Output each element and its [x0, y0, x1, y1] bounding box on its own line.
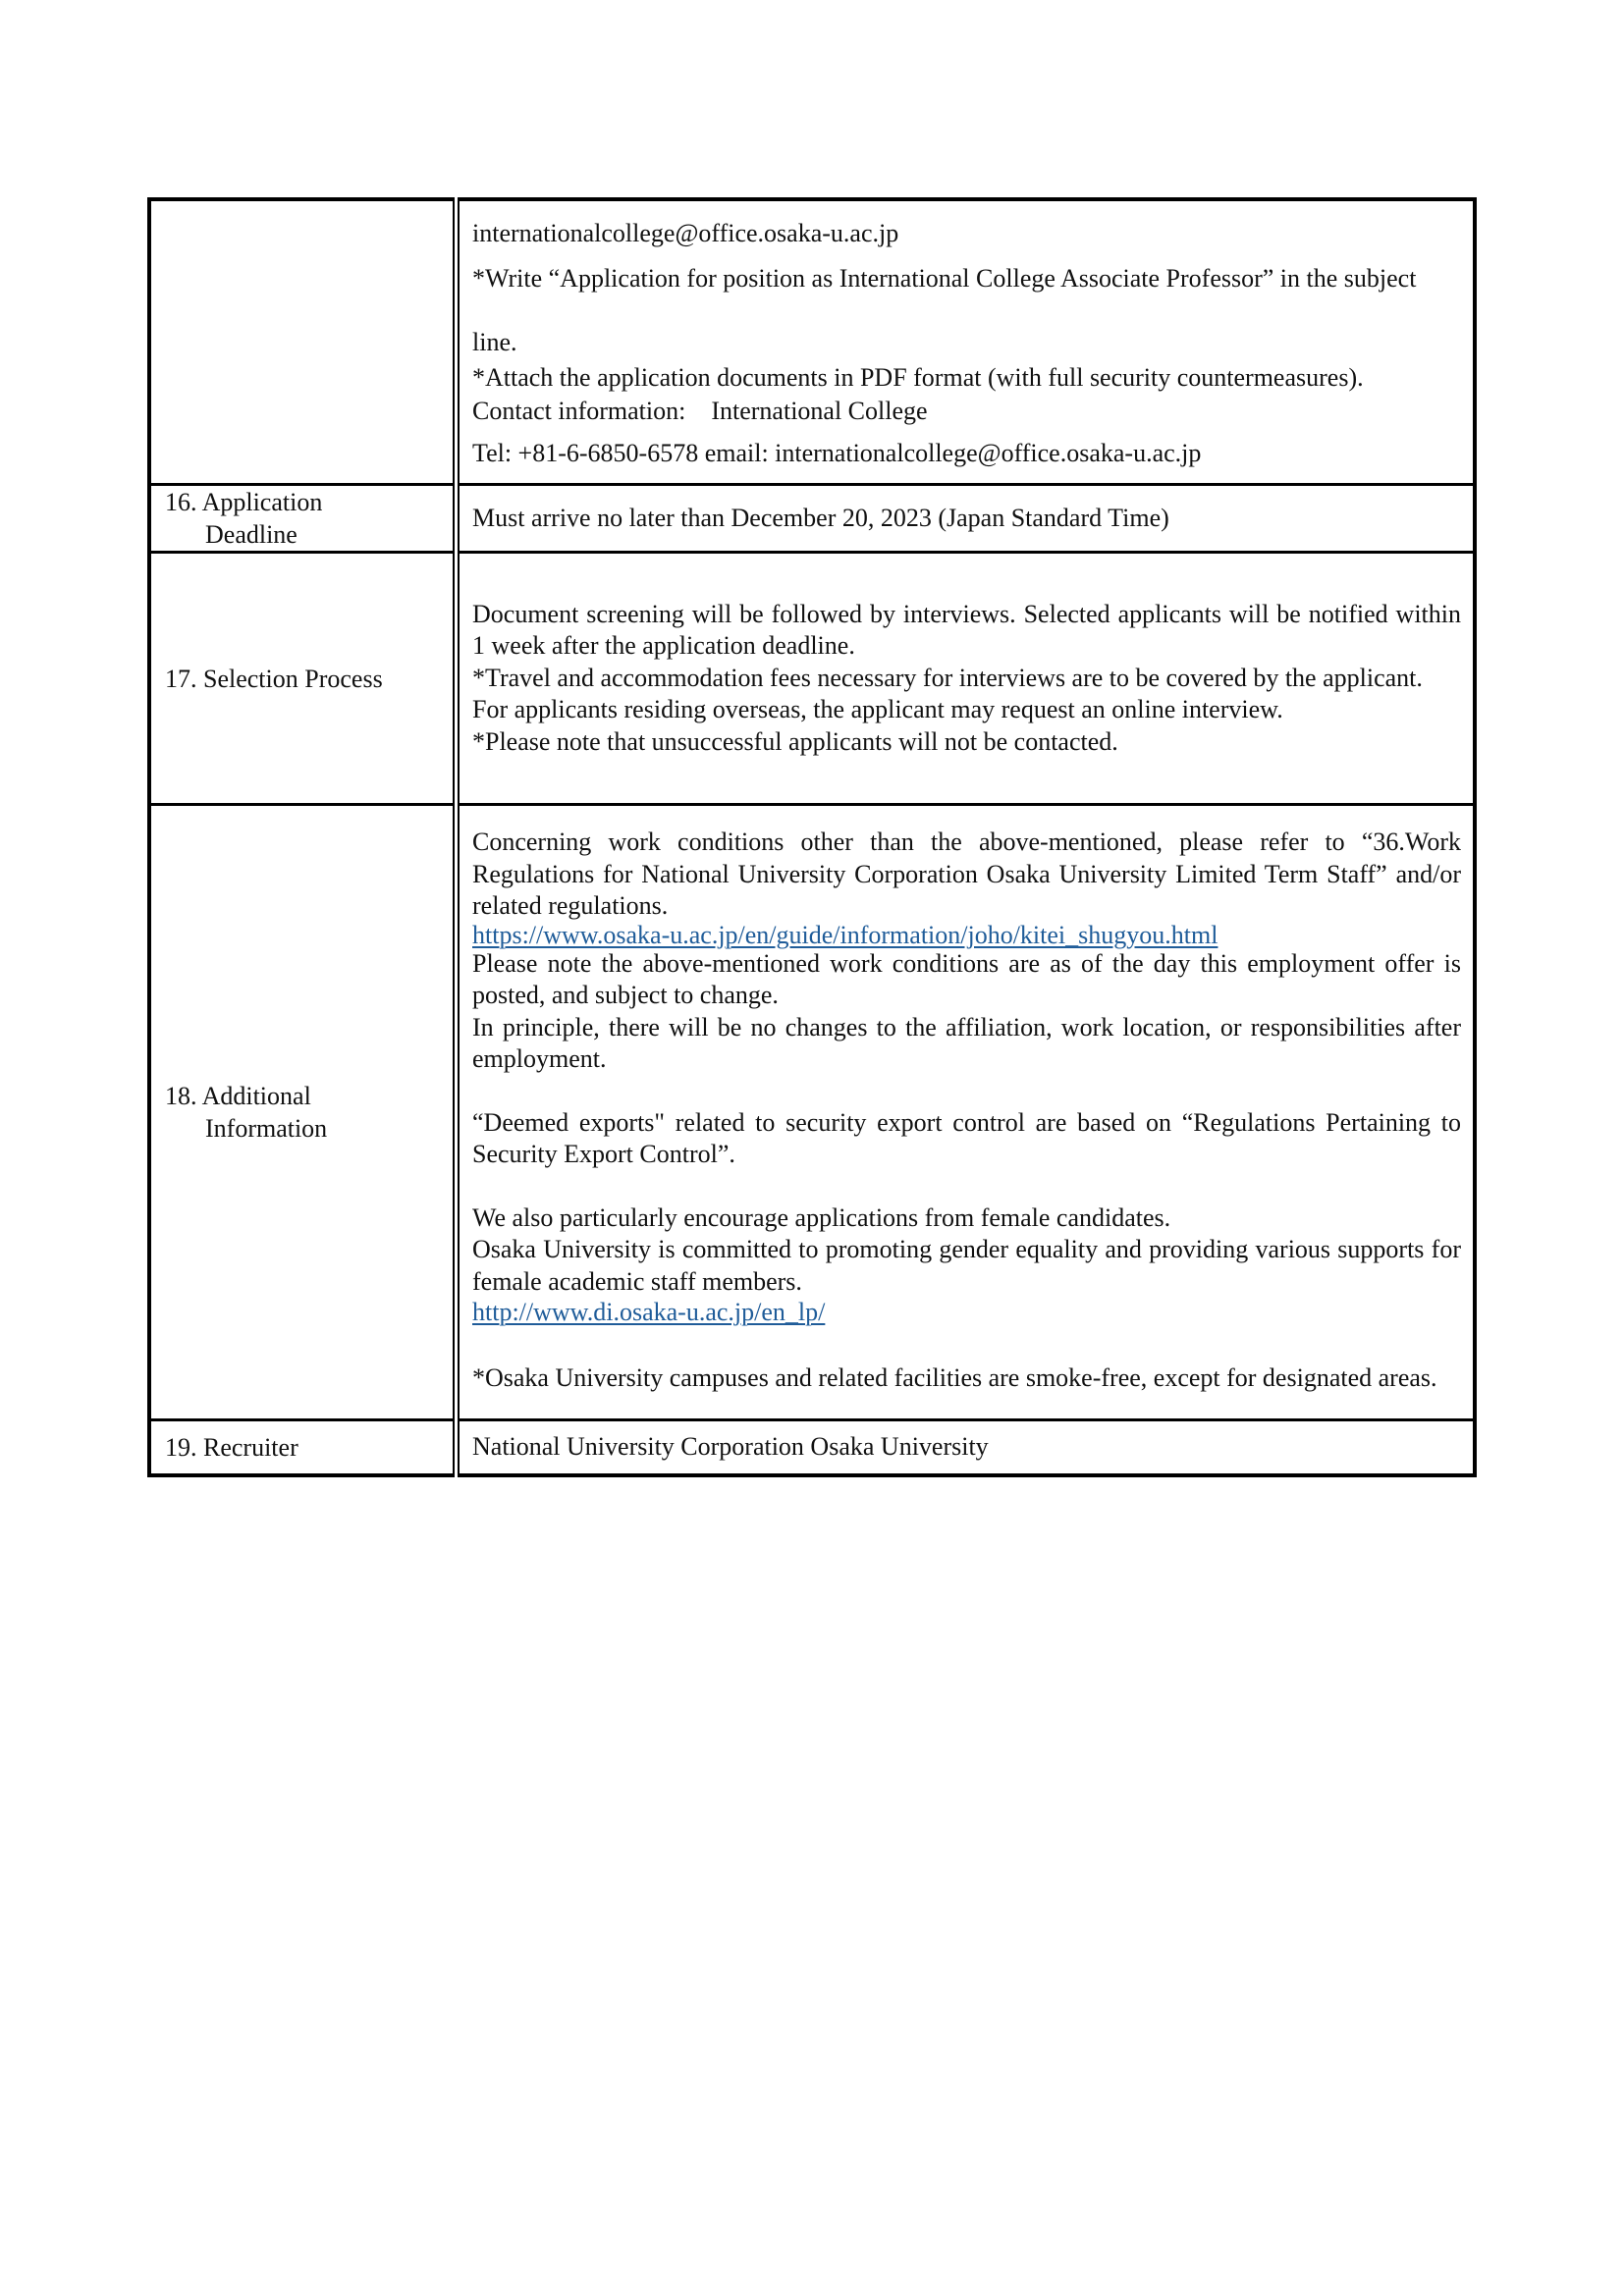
subject-line-instruction: *Write “Application for position as International College Associate Professor” in the subject line.	[472, 263, 1417, 356]
contact-information	[472, 392, 1461, 431]
selection-no-contact-text: *Please note that unsuccessful applicants will not be contacted.	[472, 726, 1118, 756]
row-label-empty	[149, 199, 457, 485]
work-regulations-text: Concerning work conditions other than the above-mentioned, please refer to “36.Work Regulations for National University Corporation Osaka University Limited Term Staff” and/or related regulations.	[472, 828, 1461, 920]
table-row-recruiter	[149, 1420, 1475, 1476]
recruiter-text: National University Corporation Osaka University	[457, 1420, 1476, 1476]
table-row-additional-information	[149, 805, 1475, 1420]
gender-equality-text: Osaka University is committed to promoting gender equality and providing various supports for female academic staff members.	[472, 1235, 1461, 1296]
table-row-application-deadline	[149, 485, 1475, 553]
table-row-selection-process	[149, 553, 1475, 805]
work-regulations-link[interactable]: https://www.osaka-u.ac.jp/en/guide/information/joho/kitei_shugyou.html	[472, 920, 1218, 949]
spacer	[472, 1171, 1461, 1202]
job-posting-table	[147, 197, 1477, 1477]
row-label-application-deadline: 16. Application Deadline	[149, 485, 457, 553]
table-row-application-method	[149, 199, 1475, 485]
row-label-recruiter: 19. Recruiter	[149, 1420, 457, 1476]
spacer	[472, 1327, 1461, 1359]
application-deadline-text: Must arrive no later than December 20, 2023 (Japan Standard Time)	[457, 485, 1476, 553]
spacer	[472, 1076, 1461, 1107]
conditions-subject-to-change-text: Please note the above-mentioned work conditions are as of the day this employment offer is posted, and subject to change.	[472, 948, 1461, 1009]
selection-travel-fees-text: *Travel and accommodation fees necessary for interviews are to be covered by the applicant.	[472, 663, 1423, 692]
contact-label: Contact information:	[472, 396, 686, 425]
row-content-selection-process	[457, 553, 1476, 805]
attachment-instruction: *Attach the application documents in PDF format (with full security countermeasures).	[472, 362, 1364, 392]
row-label-selection-process: 17. Selection Process	[149, 553, 457, 805]
no-changes-after-employment-text: In principle, there will be no changes to the affiliation, work location, or responsibilities after employment.	[472, 1012, 1461, 1073]
row-content-additional-information	[457, 805, 1476, 1420]
submission-email: internationalcollege@office.osaka-u.ac.jp	[472, 219, 899, 247]
diversity-link[interactable]: http://www.di.osaka-u.ac.jp/en_lp/	[472, 1298, 826, 1326]
selection-online-interview-text: For applicants residing overseas, the applicant may request an online interview.	[472, 695, 1283, 724]
deemed-exports-text: “Deemed exports" related to security export control are based on “Regulations Pertaining to Security Export Control”.	[472, 1107, 1461, 1168]
row-content-application-method	[457, 199, 1476, 485]
contact-phone-email: Tel: +81-6-6850-6578 email: internationalcollege@office.osaka-u.ac.jp	[472, 438, 1202, 467]
smoke-free-text: *Osaka University campuses and related facilities are smoke-free, except for designated areas.	[472, 1363, 1437, 1392]
encourage-female-candidates-text: We also particularly encourage applications from female candidates.	[472, 1202, 1171, 1232]
contact-org: International College	[711, 396, 928, 425]
selection-screening-text: Document screening will be followed by interviews. Selected applicants will be notified within 1 week after the application deadline.	[472, 599, 1461, 661]
row-label-additional-information: 18. Additional Information	[149, 805, 457, 1420]
